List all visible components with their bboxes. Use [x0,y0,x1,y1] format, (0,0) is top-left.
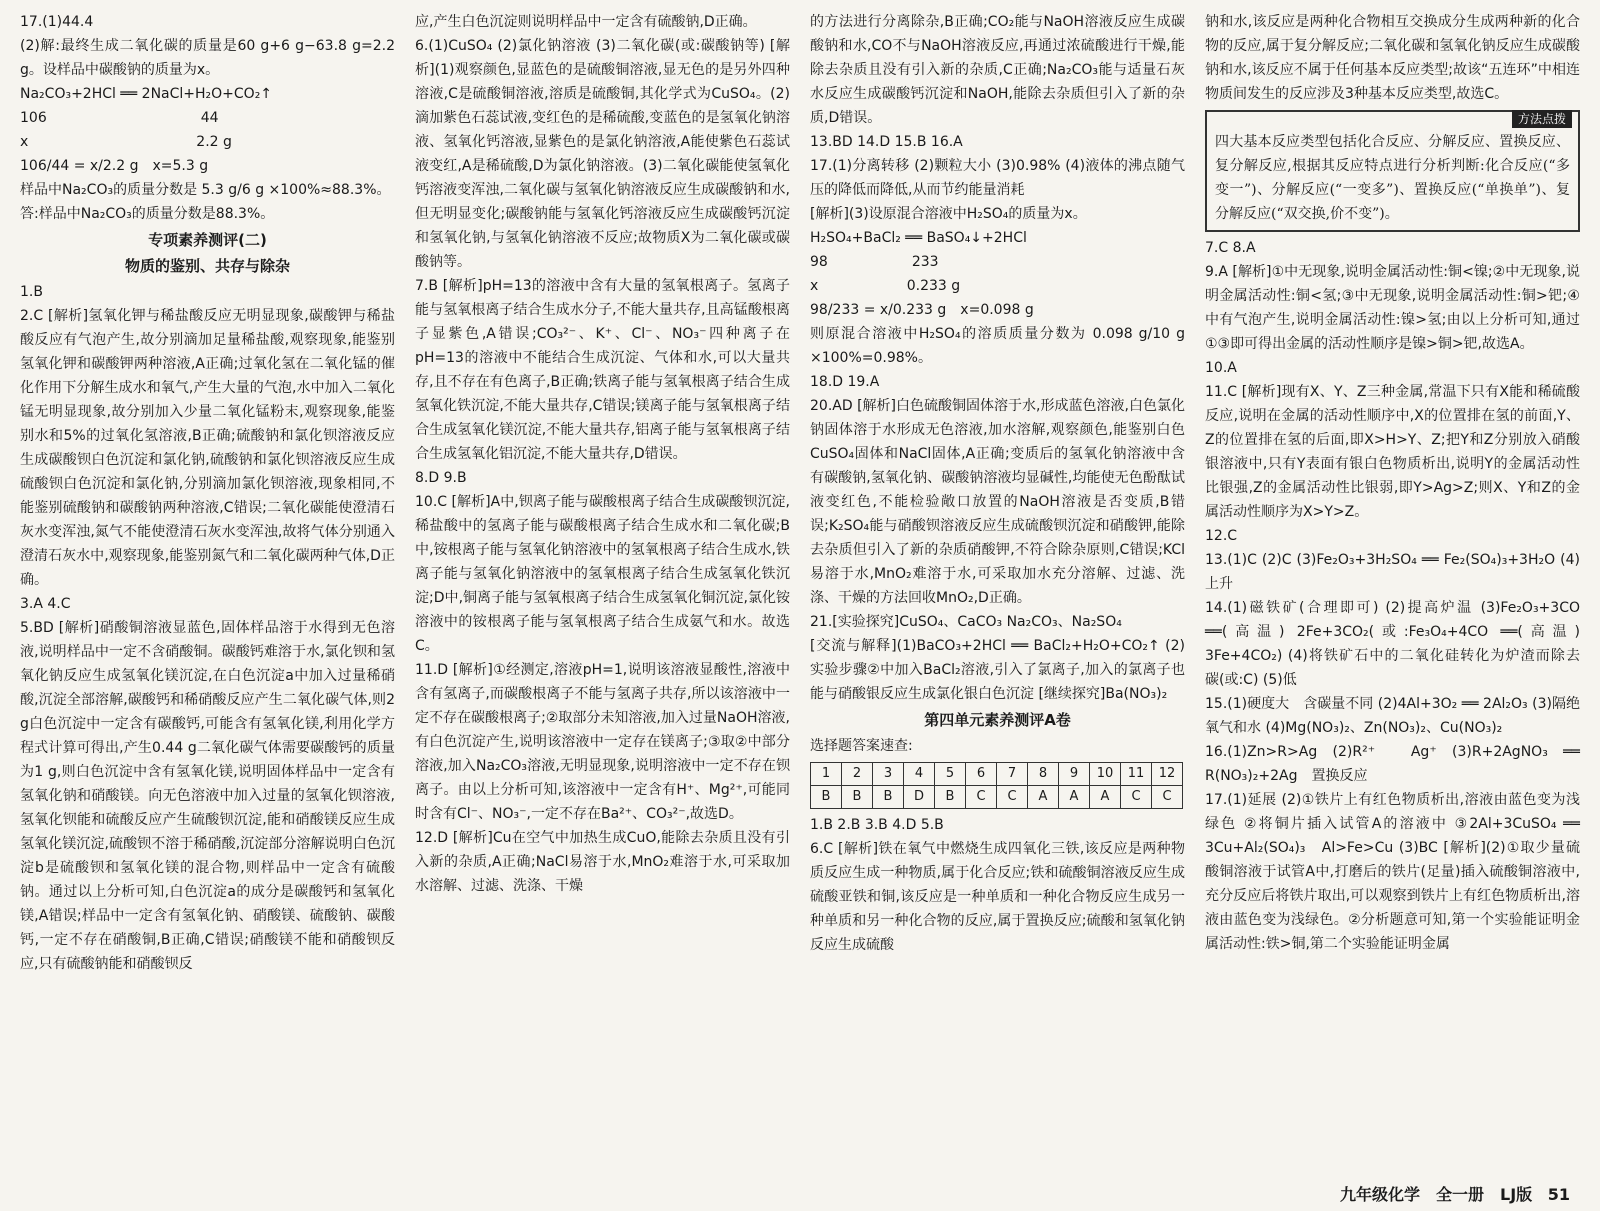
answer-line: 5.BD [解析]硝酸铜溶液显蓝色,固体样品溶于水得到无色溶液,说明样品中一定不含硝酸铜。碳酸钙难溶于水,氯化钡和氢氧化钠反应生成氢氧化镁沉淀,在白色沉淀a中加入过量稀硝酸,沉淀全部溶解,碳酸钙和稀硝酸反应产生二氧化碳气体,则2 g白色沉淀中一定含有碳酸钙,可能含有氢氧化镁,利用化学方程式计算可得出,产生0.44 g二氧化碳气体需要碳酸钙的质量为1 g,则白色沉淀中含有氢氧化镁,说明固体样品中一定含有氢氧化钠和硝酸镁。向无色溶液中加入过量的氢氧化钡溶液,氢氧化钡能和硫酸反应产生硫酸钡沉淀,能和硝酸镁反应生成氢氧化镁沉淀,硫酸钡不溶于稀硝酸,沉淀部分溶解说明白色沉淀b是硫酸钡和氢氧化镁的混合物,则样品中一定含有硫酸钠。通过以上分析可知,白色沉淀a的成分是碳酸钙和氢氧化镁,A错误;样品中一定含有氢氧化钠、硝酸镁、硫酸钠、碳酸钙,一定不存在硝酸铜,B正确,C错误;硝酸镁不能和硝酸钡反应,只有硫酸钠能和硝酸钡反 [20,620,395,972]
answer-line: 8.D 9.B [415,470,467,486]
answer-value-cell: C [997,786,1028,809]
answer-line: 10.C [解析]A中,钡离子能与碳酸根离子结合生成碳酸钡沉淀,稀盐酸中的氢离子能与碳酸根离子结合生成水和二氧化碳;B中,铵根离子能与氢氧化钠溶液中的氢氧根离子结合生成水,铁离子能与氢氧化钠溶液中的氢氧根离子结合生成氢氧化铁沉淀;D中,铜离子能与氢氧根离子结合生成氢氧化铜沉淀,氯化铵溶液中的铵根离子能与氢氧根离子结合生成氨气和水。故选C。 [415,494,790,654]
answer-line: 7.C 8.A [1205,240,1256,256]
answer-line: 12.D [解析]Cu在空气中加热生成CuO,能除去杂质且没有引入新的杂质,A正确;NaCl易溶于水,MnO₂难溶于水,可采取加水溶解、过滤、洗涤、干燥 [415,830,790,894]
answer-line: 10.A [1205,360,1237,376]
answer-value-cell: A [1028,786,1059,809]
answer-line: H₂SO₄+BaCl₂ ══ BaSO₄↓+2HCl [810,230,1027,246]
answer-line: 98 233 [810,254,939,270]
answer-number-cell: 9 [1059,763,1090,786]
answer-value-cell: B [935,786,966,809]
answer-value-cell: C [1121,786,1152,809]
answer-number-cell: 6 [966,763,997,786]
answer-value-cell: A [1090,786,1121,809]
answer-line: 的方法进行分离除杂,B正确;CO₂能与NaOH溶液反应生成碳酸钠和水,CO不与NaOH溶液反应,再通过浓硫酸进行干燥,能除去杂质且没有引入新的杂质,C正确;Na₂CO₃能与适量石灰水反应生成碳酸钙沉淀和NaOH,能除去杂质但引入了新的杂质,D错误。 [810,14,1185,126]
answer-line: 答:样品中Na₂CO₃的质量分数是88.3%。 [20,206,275,222]
answer-line: 14.(1)磁铁矿(合理即可) (2)提高炉温 (3)Fe₂O₃+3CO ══(高温) 2Fe+3CO₂(或:Fe₃O₄+4CO ══(高温) 3Fe+4CO₂) (4)将铁矿石中的二氧化硅转化为炉渣而除去 碳(或:C) (5)低 [1205,600,1594,688]
answer-value-cell: B [811,786,842,809]
answer-line: [解析](3)设原混合溶液中H₂SO₄的质量为x。 [810,206,1087,222]
method-note-box [1205,110,1580,232]
answer-line: 3.A 4.C [20,596,71,612]
answer-line: Na₂CO₃+2HCl ══ 2NaCl+H₂O+CO₂↑ [20,86,273,102]
answer-number-cell: 1 [811,763,842,786]
column-2 [405,10,800,1175]
columns [10,10,1594,1175]
note-text: 四大基本反应类型包括化合反应、分解反应、置换反应、复分解反应,根据其反应特点进行分析判断:化合反应(“多变一”)、分解反应(“一变多”)、置换反应(“单换单”)、复分解反应(“双交换,价不变”)。 [1215,134,1570,222]
answer-number-cell: 3 [873,763,904,786]
answer-line: x 0.233 g [810,278,961,294]
answer-line: 选择题答案速查: [810,738,913,754]
answer-line: 106 44 [20,110,219,126]
answer-line: 98/233 = x/0.233 g x=0.098 g [810,302,1034,318]
answer-line: 钠和水,该反应是两种化合物相互交换成分生成两种新的化合物的反应,属于复分解反应;二氧化碳和氢氧化钠反应生成碳酸钠和水,该反应不属于任何基本反应类型;故该“五连环”中相连物质间发生的反应涉及3种基本反应类型,故选C。 [1205,14,1580,102]
answer-number-cell: 8 [1028,763,1059,786]
answer-line: 9.A [解析]①中无现象,说明金属活动性:铜<镍;②中无现象,说明金属活动性:铜<氢;③中无现象,说明金属活动性:铜>钯;④中有气泡产生,说明金属活动性:镍>氢;由以上分析可知,通过①③即可得出金属的活动性顺序是镍>铜>钯,故选A。 [1205,264,1580,352]
answer-table [810,762,1183,809]
answer-number-cell: 5 [935,763,966,786]
answer-value-cell: C [966,786,997,809]
answer-line: 15.(1)硬度大 含碳量不同 (2)4Al+3O₂ ══ 2Al₂O₃ (3)隔绝氧气和水 (4)Mg(NO₃)₂、Zn(NO₃)₂、Cu(NO₃)₂ [1205,696,1580,736]
page-number: 51 [1547,1185,1570,1204]
answer-line: 21.[实验探究]CuSO₄、CaCO₃ Na₂CO₃、Na₂SO₄ [810,614,1122,630]
answer-number-cell: 11 [1121,763,1152,786]
answer-line: 7.B [解析]pH=13的溶液中含有大量的氢氧根离子。氢离子能与氢氧根离子结合生成水分子,不能大量共存,且高锰酸根离子显紫色,A错误;CO₃²⁻、K⁺、Cl⁻、NO₃⁻四种离子在pH=13的溶液中不能结合生成沉淀、气体和水,可以大量共存,且不存在有色离子,B正确;铁离子能与氢氧根离子结合生成氢氧化铁沉淀,不能大量共存,C错误;镁离子能与氢氧根离子结合生成氢氧化镁沉淀,不能大量共存,铝离子能与氢氧根离子结合生成氢氧化铝沉淀,不能大量共存,D错误。 [415,278,790,462]
answer-line: (2)解:最终生成二氧化碳的质量是60 g+6 g−63.8 g=2.2 g。设样品中碳酸钠的质量为x。 [20,38,395,78]
answer-line: 第四单元素养测评A卷 [924,711,1071,729]
answer-line: [交流与解释](1)BaCO₃+2HCl ══ BaCl₂+H₂O+CO₂↑ (2)实验步骤②中加入BaCl₂溶液,引入了氯离子,加入的氯离子也能与硝酸银反应生成氯化银白色沉淀 [继续探究]Ba(NO₃)₂ [810,638,1185,702]
answer-number-cell: 4 [904,763,935,786]
answer-number-cell: 7 [997,763,1028,786]
answer-line: 12.C [1205,528,1238,544]
column-1 [10,10,405,1175]
answer-number-cell: 2 [842,763,873,786]
answer-line: 物质的鉴别、共存与除杂 [124,257,290,275]
answer-value-cell: B [873,786,904,809]
answer-line: 18.D 19.A [810,374,880,390]
answer-line: 17.(1)延展 (2)①铁片上有红色物质析出,溶液由蓝色变为浅绿色 ②将铜片插入试管A的溶液中 ③2Al+3CuSO₄ ══ 3Cu+Al₂(SO₄)₃ Al>Fe>Cu (3)BC [解析](2)①取少量硫酸铜溶液于试管A中,打磨后的铁片(足量)插入硫酸铜溶液中,充分反应后将铁片取出,可以观察到铁片上有红色物质析出,溶液由蓝色变为浅绿色。②分析题意可知,第一个实验能证明金属活动性:铁>铜,第二个实验能证明金属 [1205,792,1580,952]
answer-line: 13.(1)C (2)C (3)Fe₂O₃+3H₂SO₄ ══ Fe₂(SO₄)₃+3H₂O (4)上升 [1205,552,1580,592]
answer-line: 17.(1)分离转移 (2)颗粒大小 (3)0.98% (4)液体的沸点随气压的降低而降低,从而节约能量消耗 [810,158,1185,198]
answer-number-cell: 10 [1090,763,1121,786]
answer-line: 106/44 = x/2.2 g x=5.3 g [20,158,209,174]
answer-line: 6.C [解析]铁在氧气中燃烧生成四氧化三铁,该反应是两种物质反应生成一种物质,属于化合反应;铁和硫酸铜溶液反应生成硫酸亚铁和铜,该反应是一种单质和一种化合物反应生成另一种单质和另一种化合物的反应,属于置换反应;硫酸和氢氧化钠反应生成硫酸 [810,841,1185,953]
answer-line: x 2.2 g [20,134,232,150]
answer-line: 6.(1)CuSO₄ (2)氯化钠溶液 (3)二氧化碳(或:碳酸钠等) [解析](1)观察颜色,显蓝色的是硫酸铜溶液,显无色的是另外四种溶液,C是硫酸铜溶液,溶质是硫酸铜,其化学式为CuSO₄。(2)滴加紫色石蕊试液,变红色的是稀硫酸,变蓝色的是氢氧化钠溶液、氢氧化钙溶液,显紫色的是氯化钠溶液,A能使紫色石蕊试液变红,A是稀硫酸,D为氯化钠溶液。(3)二氧化碳能使氢氧化钙溶液变浑浊,二氧化碳与氢氧化钠溶液反应生成碳酸钠和水,但无明显变化;碳酸钠能与氢氧化钙溶液反应生成碳酸钙沉淀和氢氧化钠,与氢氧化钠溶液不反应;故物质X为二氧化碳或碳酸钠等。 [415,38,790,270]
page-footer [1330,1182,1570,1205]
answer-line: 2.C [解析]氢氧化钾与稀盐酸反应无明显现象,碳酸钾与稀盐酸反应有气泡产生,故分别滴加足量稀盐酸,观察现象,能鉴别氢氧化钾和碳酸钾两种溶液,A正确;过氧化氢在二氧化锰的催化作用下分解生成水和氧气,产生大量的气泡,水中加入二氧化锰无明显现象,故分别加入少量二氧化锰粉末,观察现象,能鉴别水和5%的过氧化氢溶液,B正确;硫酸钠和氯化钡溶液反应生成碳酸钡白色沉淀和氯化钠,硫酸钠和氯化钡溶液反应生成硫酸钡白色沉淀和氯化钠,分别滴加氯化钡溶液,现象相同,不能鉴别硫酸钠和碳酸钠两种溶液,C错误;二氧化碳能使澄清石灰水变浑浊,氮气不能使澄清石灰水变浑浊,故将气体分别通入澄清石灰水中,观察现象,能鉴别氮气和二氧化碳两种气体,D正确。 [20,308,395,588]
answer-line: 13.BD 14.D 15.B 16.A [810,134,963,150]
answer-number-cell: 12 [1152,763,1183,786]
answer-value-cell: A [1059,786,1090,809]
answer-line: 样品中Na₂CO₃的质量分数是 5.3 g/6 g ×100%≈88.3%。 [20,182,391,198]
answer-line: 应,产生白色沉淀则说明样品中一定含有硫酸钠,D正确。 [415,14,757,30]
answer-line: 则原混合溶液中H₂SO₄的溶质质量分数为 0.098 g/10 g ×100%=0.98%。 [810,326,1185,366]
answer-value-cell: D [904,786,935,809]
answer-line: 16.(1)Zn>R>Ag (2)R²⁺ Ag⁺ (3)R+2AgNO₃ ══ R(NO₃)₂+2Ag 置换反应 [1205,744,1580,784]
answer-line: 17.(1)44.4 [20,14,94,30]
note-tag: 方法点拨 [1512,110,1572,128]
answer-line: 11.D [解析]①经测定,溶液pH=1,说明该溶液显酸性,溶液中含有氢离子,而碳酸根离子不能与氢离子共存,所以该溶液中一定不存在碳酸根离子;②取部分未知溶液,加入过量NaOH溶液,有白色沉淀产生,说明该溶液中一定存在镁离子;③取②中部分溶液,加入Na₂CO₃溶液,无明显现象,说明溶液中一定不存在钡离子。由以上分析可知,该溶液中一定含有H⁺、Mg²⁺,可能同时含有Cl⁻、NO₃⁻,一定不存在Ba²⁺、CO₃²⁻,故选D。 [415,662,790,822]
footer-subject: 九年级化学 全一册 LJ版 [1340,1185,1533,1204]
answer-line: 专项素养测评(二) [148,231,267,249]
answer-line: 1.B 2.B 3.B 4.D 5.B [810,817,944,833]
answer-value-cell: B [842,786,873,809]
answer-line: 11.C [解析]现有X、Y、Z三种金属,常温下只有X能和稀硫酸反应,说明在金属的活动性顺序中,X的位置排在氢的前面,Y、Z的位置排在氢的后面,即X>H>Y、Z;把Y和Z分别放入硝酸银溶液中,只有Y表面有银白色物质析出,说明Y的金属活动性比银强,Z的金属活动性比银弱,即Y>Ag>Z;则X、Y和Z的金属活动性顺序为X>Y>Z。 [1205,384,1580,520]
column-4 [1195,10,1594,1175]
answer-line: 20.AD [解析]白色硫酸铜固体溶于水,形成蓝色溶液,白色氯化钠固体溶于水形成无色溶液,加水溶解,观察颜色,能鉴别白色CuSO₄固体和NaCl固体,A正确;变质后的氢氧化钠溶液中含有碳酸钠,氢氧化钠、碳酸钠溶液均显碱性,均能使无色酚酞试液变红色,不能检验敞口放置的NaOH溶液是否变质,B错误;K₂SO₄能与硝酸钡溶液反应生成硫酸钡沉淀和硝酸钾,能除去杂质但引入了新的杂质硝酸钾,不符合除杂原则,C错误;KCl易溶于水,MnO₂难溶于水,可采取加水充分溶解、过滤、洗涤、干燥的方法回收MnO₂,D正确。 [810,398,1185,606]
column-3 [800,10,1195,1175]
answer-line: 1.B [20,284,43,300]
answer-value-cell: C [1152,786,1183,809]
